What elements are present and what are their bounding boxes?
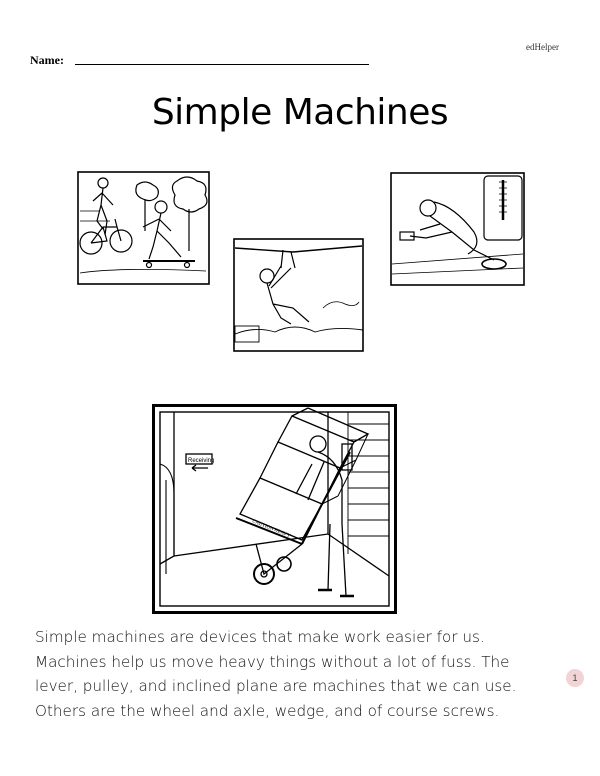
- bike-skateboard-illustration: [77, 171, 210, 285]
- caution-box-label: CAUTION HEAVY: [251, 519, 291, 540]
- hand-truck-illustration: [152, 404, 397, 614]
- paragraph-line: lever, pulley, and inclined plane are machines that we can use.: [35, 677, 517, 695]
- paragraph-line: Simple machines are devices that make work easier for us.: [35, 628, 485, 646]
- intro-paragraph: [35, 625, 555, 723]
- brand-label: edHelper: [526, 42, 559, 52]
- paragraph-line: Others are the wheel and axle, wedge, and of course screws.: [35, 701, 500, 720]
- page-title: Simple Machines: [151, 92, 449, 133]
- name-blank-line[interactable]: [75, 64, 369, 65]
- receiving-sign-text: Receiving: [188, 458, 215, 464]
- zipline-illustration: [233, 238, 364, 352]
- name-label: Name:: [30, 53, 64, 67]
- screwdriver-illustration: [390, 172, 525, 286]
- page-number-badge: 1: [566, 669, 584, 687]
- name-field-row: [30, 53, 370, 67]
- paragraph-line: Machines help us move heavy things without a lot of fuss. The: [35, 652, 510, 671]
